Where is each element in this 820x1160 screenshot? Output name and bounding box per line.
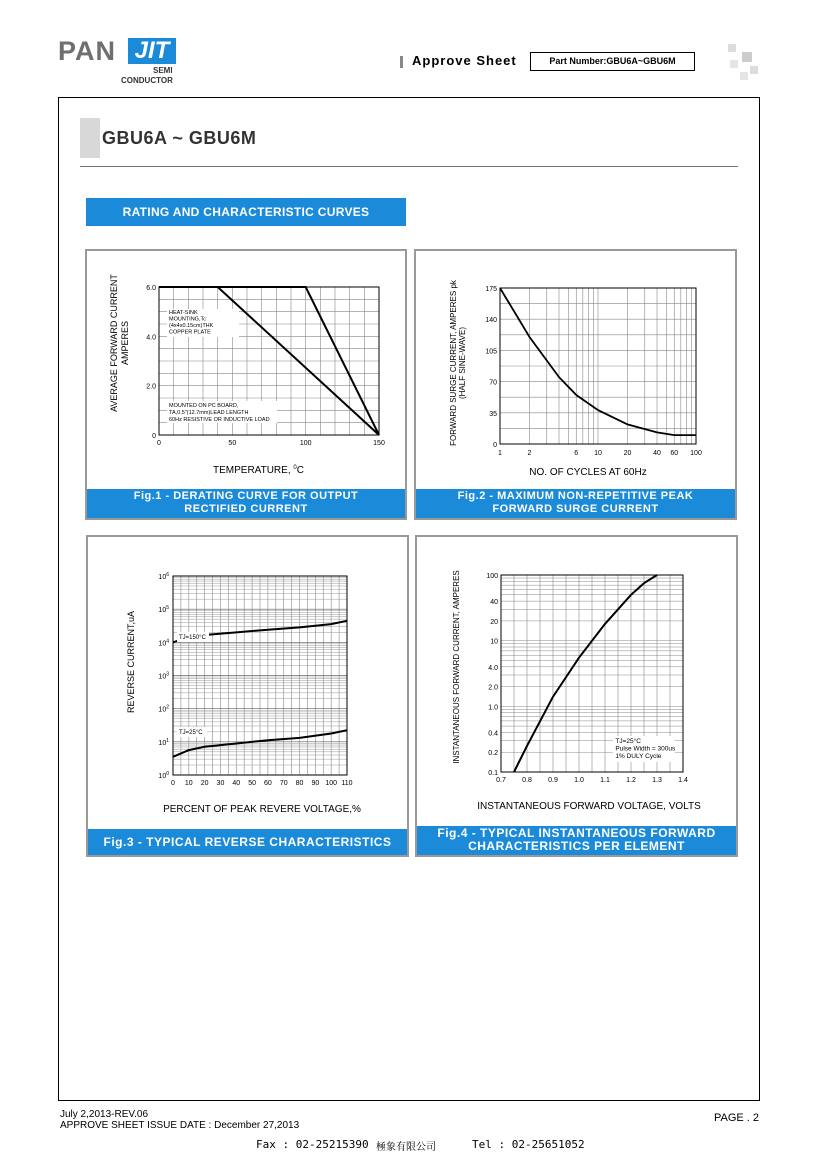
fig4-ytick-label: 1.0 [488,704,498,712]
fig3-xtick-label: 30 [216,780,225,787]
fig4-ytick-label: 100 [486,573,498,580]
fig4-xtick-label: 0.7 [496,777,506,784]
fig2-ylabel-1: FORWARD SURGE CURRENT, AMPERES pk [449,280,458,446]
fig2-chart [416,251,735,491]
fig4-xtick-label: 0.8 [522,777,532,784]
fig1-note-heatsink-line: (4x4x0.15cm)THK [169,323,214,329]
fig4-xtick-label: 1.1 [600,777,610,784]
fig2-ytick-label: 105 [485,348,497,356]
fig4-ytick-label: 0.2 [488,750,498,758]
fig4-caption [417,826,736,855]
fig3-xlabel: PERCENT OF PEAK REVERE VOLTAGE,% [163,804,361,815]
fig3-ytick-label: $10^1$ [158,737,169,747]
logo-conductor-text: CONDUCTOR [121,76,173,85]
fig3-ytick-label: $10^2$ [158,704,169,714]
fig1-caption-line2: RECTIFIED CURRENT [184,503,308,515]
fig1-ytick-label: 2.0 [146,383,156,391]
fig2-xtick-label: 40 [653,450,661,457]
fig1-chart [87,251,405,491]
fig4-ytick-label: 4.0 [488,664,498,672]
fig4-ylabel: INSTANTANEOUS FORWARD CURRENT, AMPERES [452,570,461,764]
fig3-ytick-label: $10^4$ [158,638,169,648]
fig3-ytick-label: $10^0$ [158,771,169,780]
fig1-xlabel: TEMPERATURE, $^0$C [213,465,304,476]
fig3-xtick-label: 80 [295,780,304,787]
fig2-xlabel: NO. OF CYCLES AT 60Hz [529,467,647,478]
fig4-ytick-label: 20 [490,618,498,626]
fig2-ytick-label: 0 [493,442,497,449]
fig4-note [613,736,676,762]
fig3-xtick-label: 110 [341,780,353,787]
fig3-panel [86,535,409,857]
fig3-label-tj150: TJ=150°C [179,635,206,641]
fig3-caption: Fig.3 - TYPICAL REVERSE CHARACTERISTICS [88,829,407,855]
logo-pan-text: PAN [58,36,117,66]
fig2-caption-line1: Fig.2 - MAXIMUM NON-REPETITIVE PEAK [457,490,694,502]
fig1-ytick-label: 0 [152,433,156,440]
fig2-xtick-label: 60 [670,450,679,457]
fig1-ylabel-1: AVERAGE FORWARD CURRENT [109,274,119,412]
fig2-ytick-label: 35 [489,410,497,418]
fig2-xtick-label: 20 [623,450,632,457]
fig4-note-line: 1% DULY Cycle [615,753,662,760]
fig4-note-line: TJ=25°C [615,738,641,745]
footer-tel: Tel : 02-25651052 [472,1138,585,1151]
fig1-note-heatsink-line: COPPER PLATE [169,329,211,336]
fig4-caption-line2: CHARACTERISTICS PER ELEMENT [468,839,685,853]
fig4-ytick-label: 10 [490,638,498,646]
fig2-caption-line2: FORWARD SURGE CURRENT [492,503,659,515]
footer-issue-date: APPROVE SHEET ISSUE DATE : December 27,2013 [60,1120,300,1131]
fig1-note-heatsink [167,309,239,337]
fig2-xtick-label: 1 [498,450,502,457]
fig3-xtick-label: 90 [311,780,320,787]
fig1-caption-line1: Fig.1 - DERATING CURVE FOR OUTPUT [133,490,359,502]
fig4-xtick-label: 1.3 [652,777,662,784]
fig1-note-pcboard-line: MOUNTED ON PC BOARD, [169,403,239,409]
part-number-box: Part Number:GBU6A~GBU6M [530,52,695,71]
fig1-xtick-label: 100 [299,440,312,447]
fig3-xtick-label: 70 [279,780,288,787]
fig3-ytick-label: $10^3$ [158,671,169,681]
fig2-caption [416,489,735,518]
fig4-ytick-label: 0.1 [488,770,498,777]
fig4-ytick-label: 2.0 [488,684,498,692]
fig2-ytick-label: 140 [485,317,497,325]
footer-revision: July 2,2013-REV.06 [60,1109,149,1120]
fig3-ytick-label: $10^5$ [158,605,169,615]
fig4-xtick-label: 1.4 [678,777,688,784]
fig2-ytick-label: 175 [485,286,497,293]
title-accent [80,118,100,158]
fig4-xtick-label: 1.2 [626,777,636,784]
fig1-ytick-label: 4.0 [146,334,156,342]
fig1-xtick-label: 0 [157,440,161,447]
fig4-xlabel: INSTANTANEOUS FORWARD VOLTAGE, VOLTS [477,801,701,812]
fig2-panel [414,249,737,520]
fig4-xtick-label: 1.0 [574,777,584,784]
fig3-xtick-label: 20 [200,780,209,787]
fig3-xtick-label: 10 [184,780,193,787]
fig3-label-tj25: TJ=25°C [179,730,203,736]
footer-fax: Fax : 02-25215390 [256,1138,369,1151]
fig3-xtick-label: 100 [325,780,338,787]
fig4-note-line: Pulse Width = 300us [615,745,676,753]
fig3-xtick-label: 40 [232,780,241,787]
fig1-note-heatsink-line: MOUNTING,Tc [169,316,206,323]
fig1-xtick-label: 50 [228,440,237,447]
fig1-note-pcboard-line: TA,0.5"(12.7mm)LEAD LENGTH [169,410,249,416]
panjit-logo [58,36,188,86]
fig3-xtick-label: 0 [171,780,175,787]
fig1-note-pcboard [167,401,277,423]
logo-jit-text: JIT [128,38,176,64]
fig1-panel [85,249,407,520]
fig2-xtick-label: 6 [574,450,579,457]
fig4-xtick-label: 0.9 [548,777,558,784]
approve-sheet-label: Approve Sheet [412,53,517,68]
fig2-ytick-label: 70 [489,379,497,387]
fig1-ylabel-2: AMPERES [120,320,130,366]
approve-sheet-marker [400,56,403,68]
title-divider [80,166,738,167]
fig3-ylabel: REVERSE CURRENT,uA [126,610,136,714]
fig2-xtick-label: 2 [527,450,532,457]
logo-semi-text: SEMI [153,66,173,75]
fig4-chart [417,537,736,829]
fig1-note-heatsink-line: HEAT-SINK [169,310,198,316]
fig1-ytick-label: 6.0 [146,285,156,292]
fig4-ytick-label: 40 [490,599,498,607]
fig2-ylabel-2: (HALF SINE-WAVE) [458,326,467,400]
fig3-xtick-label: 60 [264,780,272,787]
fig3-ytick-label: $10^6$ [158,572,169,581]
fig2-xtick-label: 10 [594,450,602,457]
page-title: GBU6A ~ GBU6M [102,128,257,148]
fig1-xtick-label: 150 [373,440,385,447]
fig1-note-pcboard-line: 60Hz RESISTIVE OR INDUCTIVE LOAD [169,417,270,423]
fig3-xtick-label: 50 [248,780,256,787]
footer-company: 極象有限公司 [376,1142,436,1153]
fig4-caption-line1: Fig.4 - TYPICAL INSTANTANEOUS FORWARD [437,826,716,840]
section-heading: RATING AND CHARACTERISTIC CURVES [86,198,406,226]
fig4-ytick-label: 0.4 [488,730,498,738]
footer-page: PAGE . 2 [714,1112,760,1124]
fig4-panel [415,535,738,857]
fig1-caption [87,489,405,518]
fig2-xtick-label: 100 [690,450,702,457]
fig3-chart [88,537,407,829]
